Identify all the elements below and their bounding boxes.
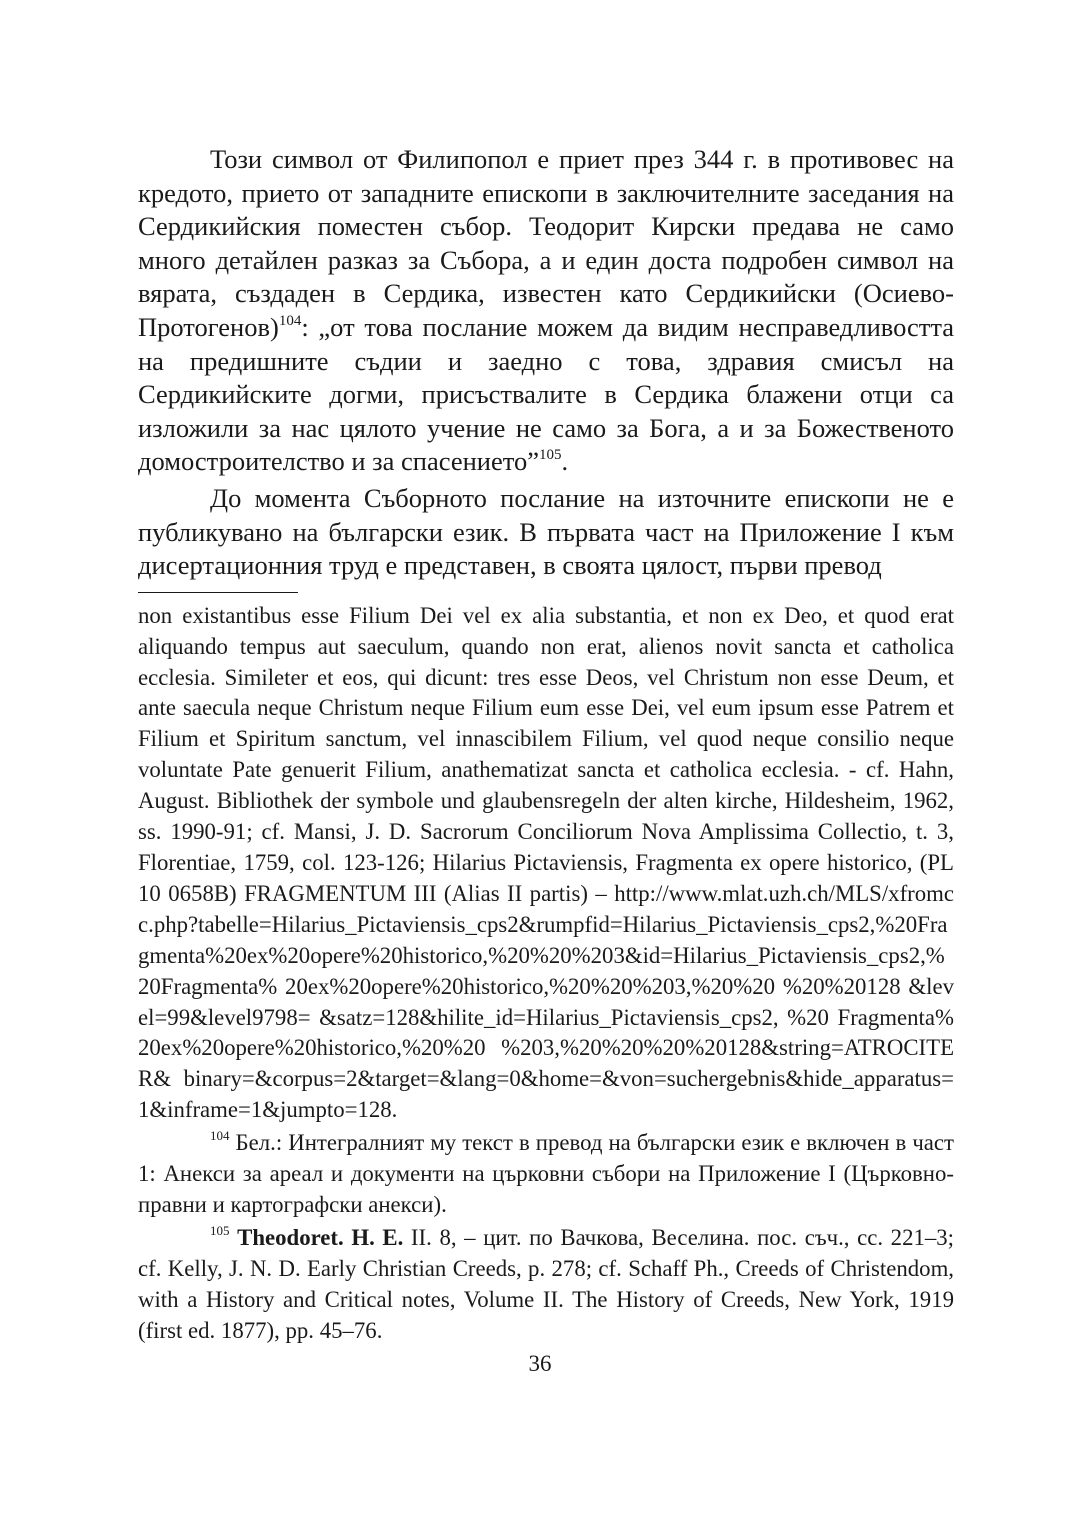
footnote-104-number: 104 — [210, 1128, 230, 1144]
paragraph-1-text-a: Този символ от Филипопол е приет през 344 г. в противовес на кредото, прието от западните епископи в заключителните заседания на Сердикийския поместен събор. Теодорит Кирски предава не само много детайлен разказ за Събора, а и един доста подробен символ на вярата, създаден в Сердика, известен като Сердикийски (Осиево-Протогенов) — [138, 144, 954, 342]
page-number: 36 — [528, 1351, 552, 1376]
footnote-105-text: II. 8, – цит. по Вачкова, Веселина. пос. съч., сс. 221–3; cf. Kelly, J. N. D. Early Christian Creeds, p. 278; cf. Schaff Ph., Creeds of Christendom, with a History and Critical notes, Volume II. The History of Creeds, New York, 1919 (first ed. 1877), pp. 45–76. — [138, 1224, 954, 1343]
footnote-continuation — [138, 601, 954, 1126]
footnote-104 — [138, 1128, 954, 1221]
paragraph-2: До момента Съборното послание на източните епископи не е публикувано на български език. В първата част на Приложение I към дисертационния труд е представен, в своята цялост, първи превод — [138, 482, 954, 581]
page-content — [138, 138, 954, 1346]
footnotes — [138, 601, 954, 1347]
footnote-105-source-title: Theodoret. H. E. — [237, 1224, 404, 1250]
footnote-104-text: Бел.: Интегралният му текст в превод на български език е включен в част 1: Анекси за ареал и документи на църковни събори на Приложение I (Църковно-правни и картографски анекси). — [138, 1130, 954, 1217]
footnote-ref-105[interactable]: 105 — [538, 447, 562, 464]
main-text — [138, 143, 954, 583]
footnote-url-link[interactable]: http://www.mlat.uzh.ch/MLS/xfromcc.php?tabelle=Hilarius_Pictaviensis_cps2&rumpfid=Hilarius_Pictaviensis_cps2,%20Fragmenta%20ex%20opere%20historico,%20%20%203&id=Hilarius_Pictaviensis_cps2,%20Fragmenta% 20ex%20opere%20historico,%20%20%203,%20%20 %20%20128 &level=99&level9798= &satz=128&hilite_id=Hilarius_Pictaviensis_cps2, %20 Fragmenta% 20ex%20opere%20historico,%20%20 %203,%20%20%20%20128&string=ATROCITER& binary=&corpus=2&target=&lang=0&home=&von=suchergebnis&hide_apparatus=1&inframe=1&jumpto=128. — [138, 880, 954, 1123]
footnote-divider — [138, 592, 298, 593]
footnote-ref-104[interactable]: 104 — [278, 312, 302, 329]
footnote-105 — [138, 1223, 954, 1347]
paragraph-1 — [138, 143, 954, 479]
footnote-continuation-text: non existantibus esse Filium Dei vel ex alia substantia, et non ex Deo, et quod erat aliquando tempus aut saeculum, quando non erat, alienos novit sancta et catholica ecclesia. Simileter et eos, qui dicunt: tres esse Deos, vel Christum non esse Deum, et ante saecula neque Christum neque Filium eum esse Dei, vel eum ipsum esse Patrem et Filium et Spiritum sanctum, vel innascibilem Filium, vel quod neque consilio neque voluntate Pate genuerit Filium, anathematizat sancta et catholica ecclesia. - cf. Hahn, August. Bibliothek der symbole und glaubensregeln der alten kirche, Hildesheim, 1962, ss. 1990-91; cf. Mansi, J. D. Sacrorum Conciliorum Nova Amplissima Collectio, t. 3, Florentiae, 1759, col. 123-126; Hilarius Pictaviensis, Fragmenta ex opere historico, (PL 10 0658B) FRAGMENTUM III (Alias II partis) – — [138, 602, 954, 906]
paragraph-1-text-c: . — [561, 446, 569, 477]
footnote-105-number: 105 — [210, 1222, 230, 1238]
paragraph-1-text-b: : „от това послание можем да видим несправедливостта на предишните съдии и заедно с това, здравия смисъл на Сердикийските догми, присъствалите в Сердика блажени отци са изложили за нас цялото учение не само за Бога, а и за Божественото домостроителство и за спасението” — [138, 311, 954, 477]
